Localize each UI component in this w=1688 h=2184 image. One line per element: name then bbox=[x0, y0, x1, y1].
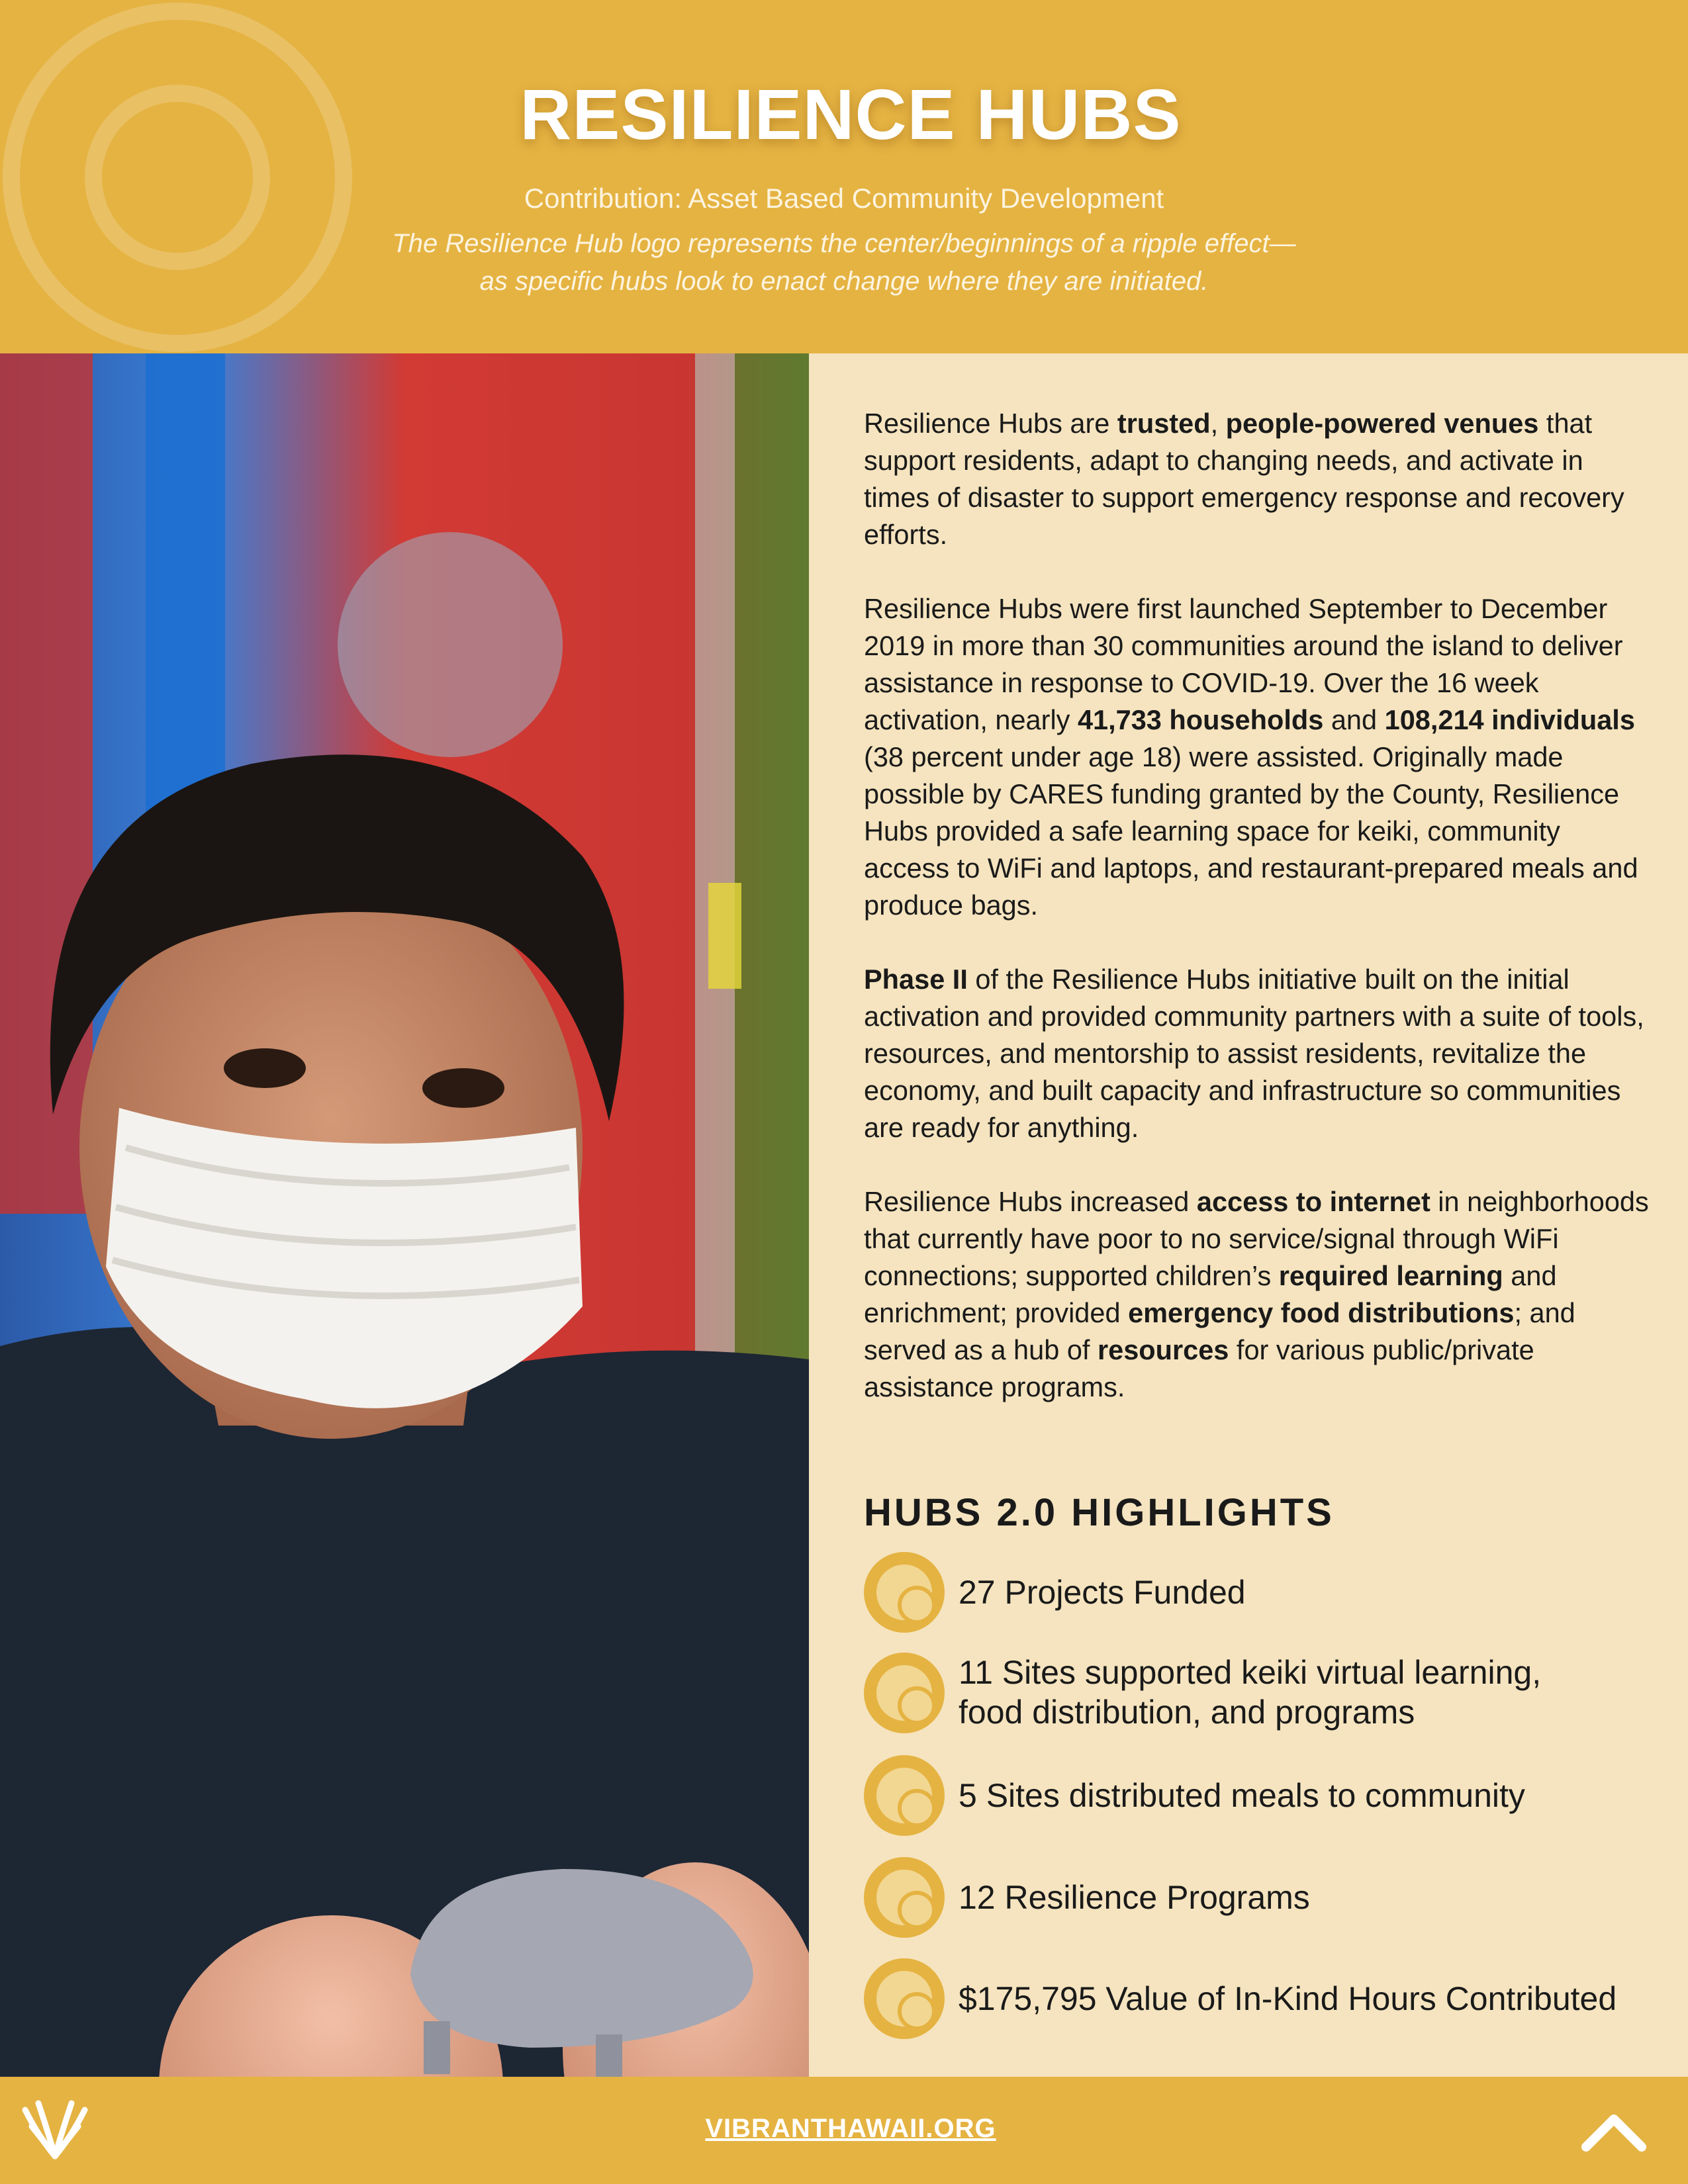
child-with-mask-photo-icon bbox=[0, 353, 809, 2077]
ripple-bullet-icon bbox=[864, 1857, 945, 1938]
header-banner bbox=[0, 0, 1688, 353]
body-text bbox=[864, 405, 1652, 1443]
paragraph-3: Phase II of the Resilience Hubs initiative built on the initial activation and provided community partners with a suite of tools, resources, and mentorship to assist residents, revitalize the economy, and built capacity and infrastructure so communities are ready for anything. bbox=[864, 964, 1644, 1143]
back-to-top-chevron-icon[interactable] bbox=[1581, 2110, 1647, 2156]
website-link[interactable]: VIBRANTHAWAII.ORG bbox=[705, 2114, 996, 2143]
paragraph-4: Resilience Hubs increased access to internet in neighborhoods that currently have poor to no service/signal through WiFi connections; supported children’s required learning and enrichment; provided emergency food distributions; and served as a hub of resources for various public/private assistance programs. bbox=[864, 1186, 1649, 1402]
ripple-bullet-icon bbox=[864, 1958, 945, 2039]
ripple-bullet-icon bbox=[864, 1755, 945, 1836]
highlight-text: 27 Projects Funded bbox=[959, 1574, 1246, 1611]
footer-bar bbox=[0, 2077, 1688, 2184]
paragraph-1: Resilience Hubs are trusted, people-powered venues that support residents, adapt to changing needs, and activate in times of disaster to support emergency response and recovery efforts. bbox=[864, 408, 1624, 550]
highlight-text: 5 Sites distributed meals to community bbox=[959, 1777, 1525, 1814]
tagline bbox=[0, 225, 1688, 300]
paragraph-2: Resilience Hubs were first launched September to December 2019 in more than 30 communities around the island to deliver assistance in response to COVID-19. Over the 16 week activation, nearly 41,733 households and 108,214 individuals (38 percent under age 18) were assisted. Originally made possible by CARES funding granted by the County, Resilience Hubs provided a safe learning space for keiki, community access to WiFi and laptops, and restaurant-prepared meals and produce bags. bbox=[864, 593, 1638, 921]
tagline-line-2: as specific hubs look to enact change where they are initiated. bbox=[479, 267, 1209, 296]
tagline-line-1: The Resilience Hub logo represents the center/beginnings of a ripple effect— bbox=[392, 229, 1296, 258]
highlight-text: 11 Sites supported keiki virtual learning, food distribution, and programs bbox=[959, 1654, 1542, 1731]
child-photo bbox=[0, 353, 809, 2077]
highlights-heading: HUBS 2.0 HIGHLIGHTS bbox=[864, 1491, 1335, 1534]
ripple-bullet-icon bbox=[864, 1552, 945, 1633]
highlight-text: 12 Resilience Programs bbox=[959, 1879, 1310, 1916]
highlight-text: $175,795 Value of In-Kind Hours Contributed bbox=[959, 1980, 1617, 2017]
ripple-bullet-icon bbox=[864, 1653, 945, 1733]
page-title: RESILIENCE HUBS bbox=[520, 74, 1182, 154]
page-subtitle: Contribution: Asset Based Community Development bbox=[524, 183, 1164, 214]
